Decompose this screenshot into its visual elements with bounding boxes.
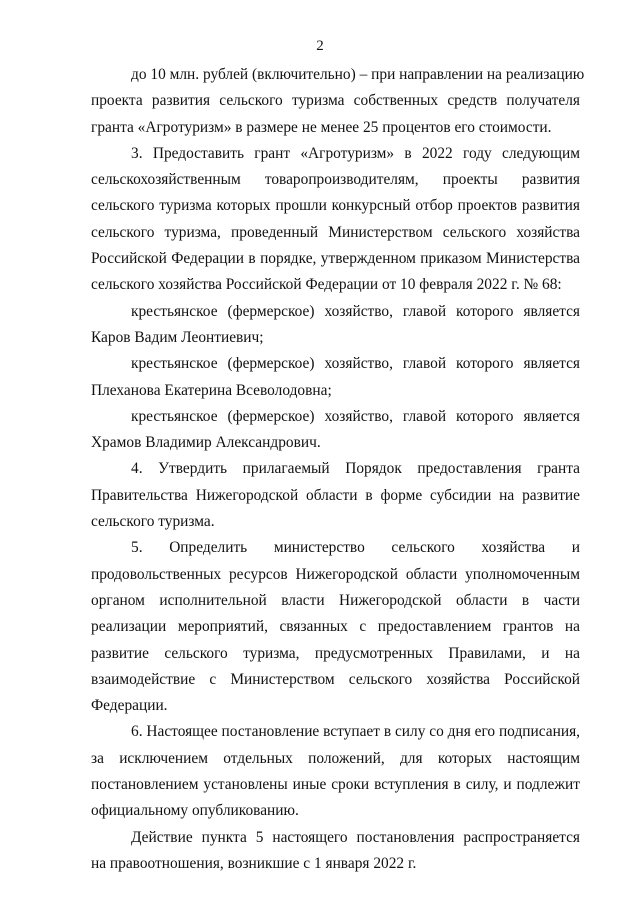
text-line: крестьянское (фермерское) хозяйство, главой которого является [131, 407, 580, 425]
paragraph [91, 825, 580, 878]
text-line: сельского хозяйства Российской Федерации от 10 февраля 2022 г. № 68: [91, 276, 562, 294]
text-line: органом исполнительной власти Нижегородской области в части [91, 591, 580, 609]
paragraph [91, 299, 580, 352]
text-line: Российской Федерации в порядке, утвержденном приказом Министерства [91, 250, 580, 268]
text-line: крестьянское (фермерское) хозяйство, главой которого является [131, 302, 580, 320]
paragraph [91, 719, 580, 824]
document-body [91, 62, 585, 877]
text-line: проекта развития сельского туризма собственных средств получателя [91, 92, 580, 110]
text-line: за исключением отдельных положений, для которых настоящим [91, 749, 580, 767]
text-line: официальному опубликованию. [91, 802, 299, 820]
text-line: Действие пункта 5 настоящего постановления распространяется [131, 828, 580, 846]
text-line: крестьянское (фермерское) хозяйство, главой которого является [131, 355, 580, 373]
paragraph [91, 456, 580, 535]
text-line: продовольственных ресурсов Нижегородской области уполномоченным [91, 565, 580, 583]
text-line: до 10 млн. рублей (включительно) – при направлении на реализацию [131, 66, 585, 83]
text-line: на правоотношения, возникшие с 1 января 2022 г. [91, 854, 417, 872]
text-line: сельского туризма которых прошли конкурсный отбор проектов развития [91, 197, 580, 215]
text-line: сельского туризма. [91, 513, 215, 531]
text-line: реализации мероприятий, связанных с предоставлением грантов на [91, 618, 580, 636]
text-line: сельского туризма, проведенный Министерством сельского хозяйства [91, 223, 580, 241]
text-line: сельскохозяйственным товаропроизводителям, проекты развития [91, 171, 580, 189]
text-line: 3. Предоставить грант «Агротуризм» в 2022 году следующим [131, 144, 580, 162]
text-line: взаимодействие с Министерством сельского хозяйства Российской [91, 670, 580, 688]
text-line: Плеханова Екатерина Всеволодовна; [91, 381, 332, 399]
text-line: Каров Вадим Леонтиевич; [91, 328, 264, 346]
text-line: 4. Утвердить прилагаемый Порядок предоставления гранта [131, 460, 580, 478]
text-line: гранта «Агротуризм» в размере не менее 25 процентов его стоимости. [91, 118, 552, 136]
paragraph [91, 404, 580, 457]
paragraph [91, 141, 580, 299]
page-number: 2 [316, 38, 324, 54]
paragraph [91, 535, 580, 719]
text-line: постановлением установлены иные сроки вступления в силу, и подлежит [91, 776, 580, 794]
text-line: развитие сельского туризма, предусмотренных Правилами, и на [91, 644, 580, 662]
text-line: Храмов Владимир Александрович. [91, 434, 321, 452]
paragraph [91, 351, 580, 404]
text-line: Правительства Нижегородской области в форме субсидии на развитие [91, 486, 580, 504]
text-line: 6. Настоящее постановление вступает в силу со дня его подписания, [131, 723, 580, 741]
text-line: 5. Определить министерство сельского хозяйства и [131, 539, 580, 557]
text-line: Федерации. [91, 697, 168, 715]
paragraph [91, 62, 585, 141]
